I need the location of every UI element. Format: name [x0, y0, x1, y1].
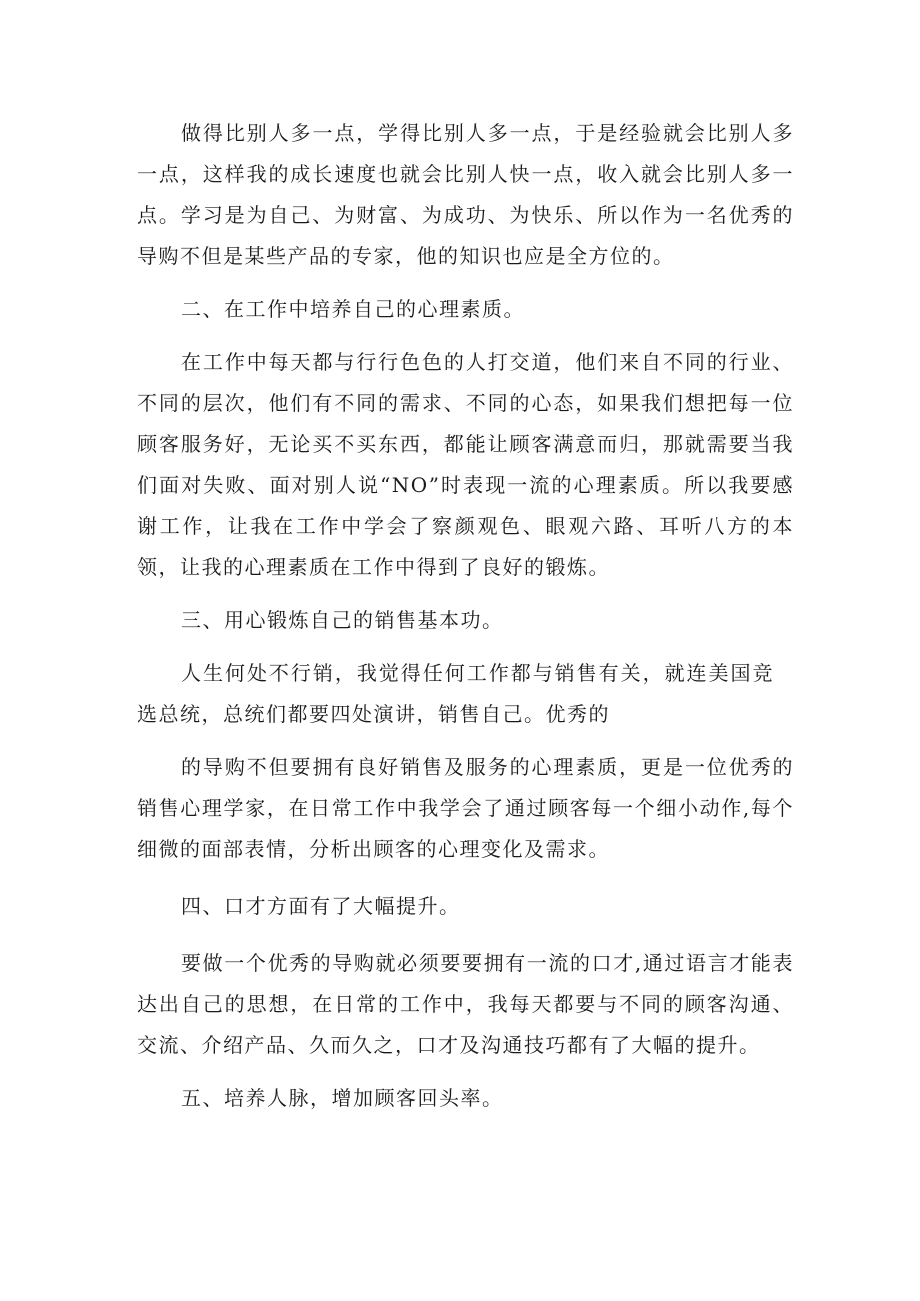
paragraph-psychological-quality: 在工作中每天都与行行色色的人打交道，他们来自不同的行业、不同的层次，他们有不同的需求、不同的心态，如果我们想把每一位顾客服务好，无论买不买东西，都能让顾客满意而归，那就需要当我们面对失败、面对别人说“NO”时表现一流的心理素质。所以我要感谢工作，让我在工作中学会了察颜观色、眼观六路、耳听八方的本领，让我的心理素质在工作中得到了良好的锻炼。: [137, 350, 794, 579]
paragraph-sales-psychologist: 的导购不但要拥有良好销售及服务的心理素质，更是一位优秀的销售心理学家，在日常工作中我学会了通过顾客每一个细小动作,每个细微的面部表情，分析出顾客的心理变化及需求。: [137, 755, 794, 861]
heading-customer-network: 五、培养人脉，增加顾客回头率。: [181, 1086, 504, 1110]
paragraph-sales-everywhere: 人生何处不行销，我觉得任何工作都与销售有关，就连美国竞选总统，总统们都要四处演讲，销售自己。优秀的: [137, 661, 774, 726]
paragraph-eloquence: 要做一个优秀的导购就必须要要拥有一流的口才,通过语言才能表达出自己的思想，在日常的工作中，我每天都要与不同的顾客沟通、交流、介绍产品、久而久之，口才及沟通技巧都有了大幅的提升。: [137, 951, 794, 1057]
heading-psychological-quality: 二、在工作中培养自己的心理素质。: [181, 297, 525, 321]
heading-eloquence: 四、口才方面有了大幅提升。: [181, 894, 461, 918]
document-body: [137, 113, 794, 1119]
paragraph-experience: 做得比别人多一点，学得比别人多一点，于是经验就会比别人多一点，这样我的成长速度也就会比别人快一点，收入就会比别人多一点。学习是为自己、为财富、为成功、为快乐、所以作为一名优秀的导购不但是某些产品的专家，他的知识也应是全方位的。: [137, 121, 794, 268]
heading-sales-skills: 三、用心锻炼自己的销售基本功。: [181, 608, 504, 632]
